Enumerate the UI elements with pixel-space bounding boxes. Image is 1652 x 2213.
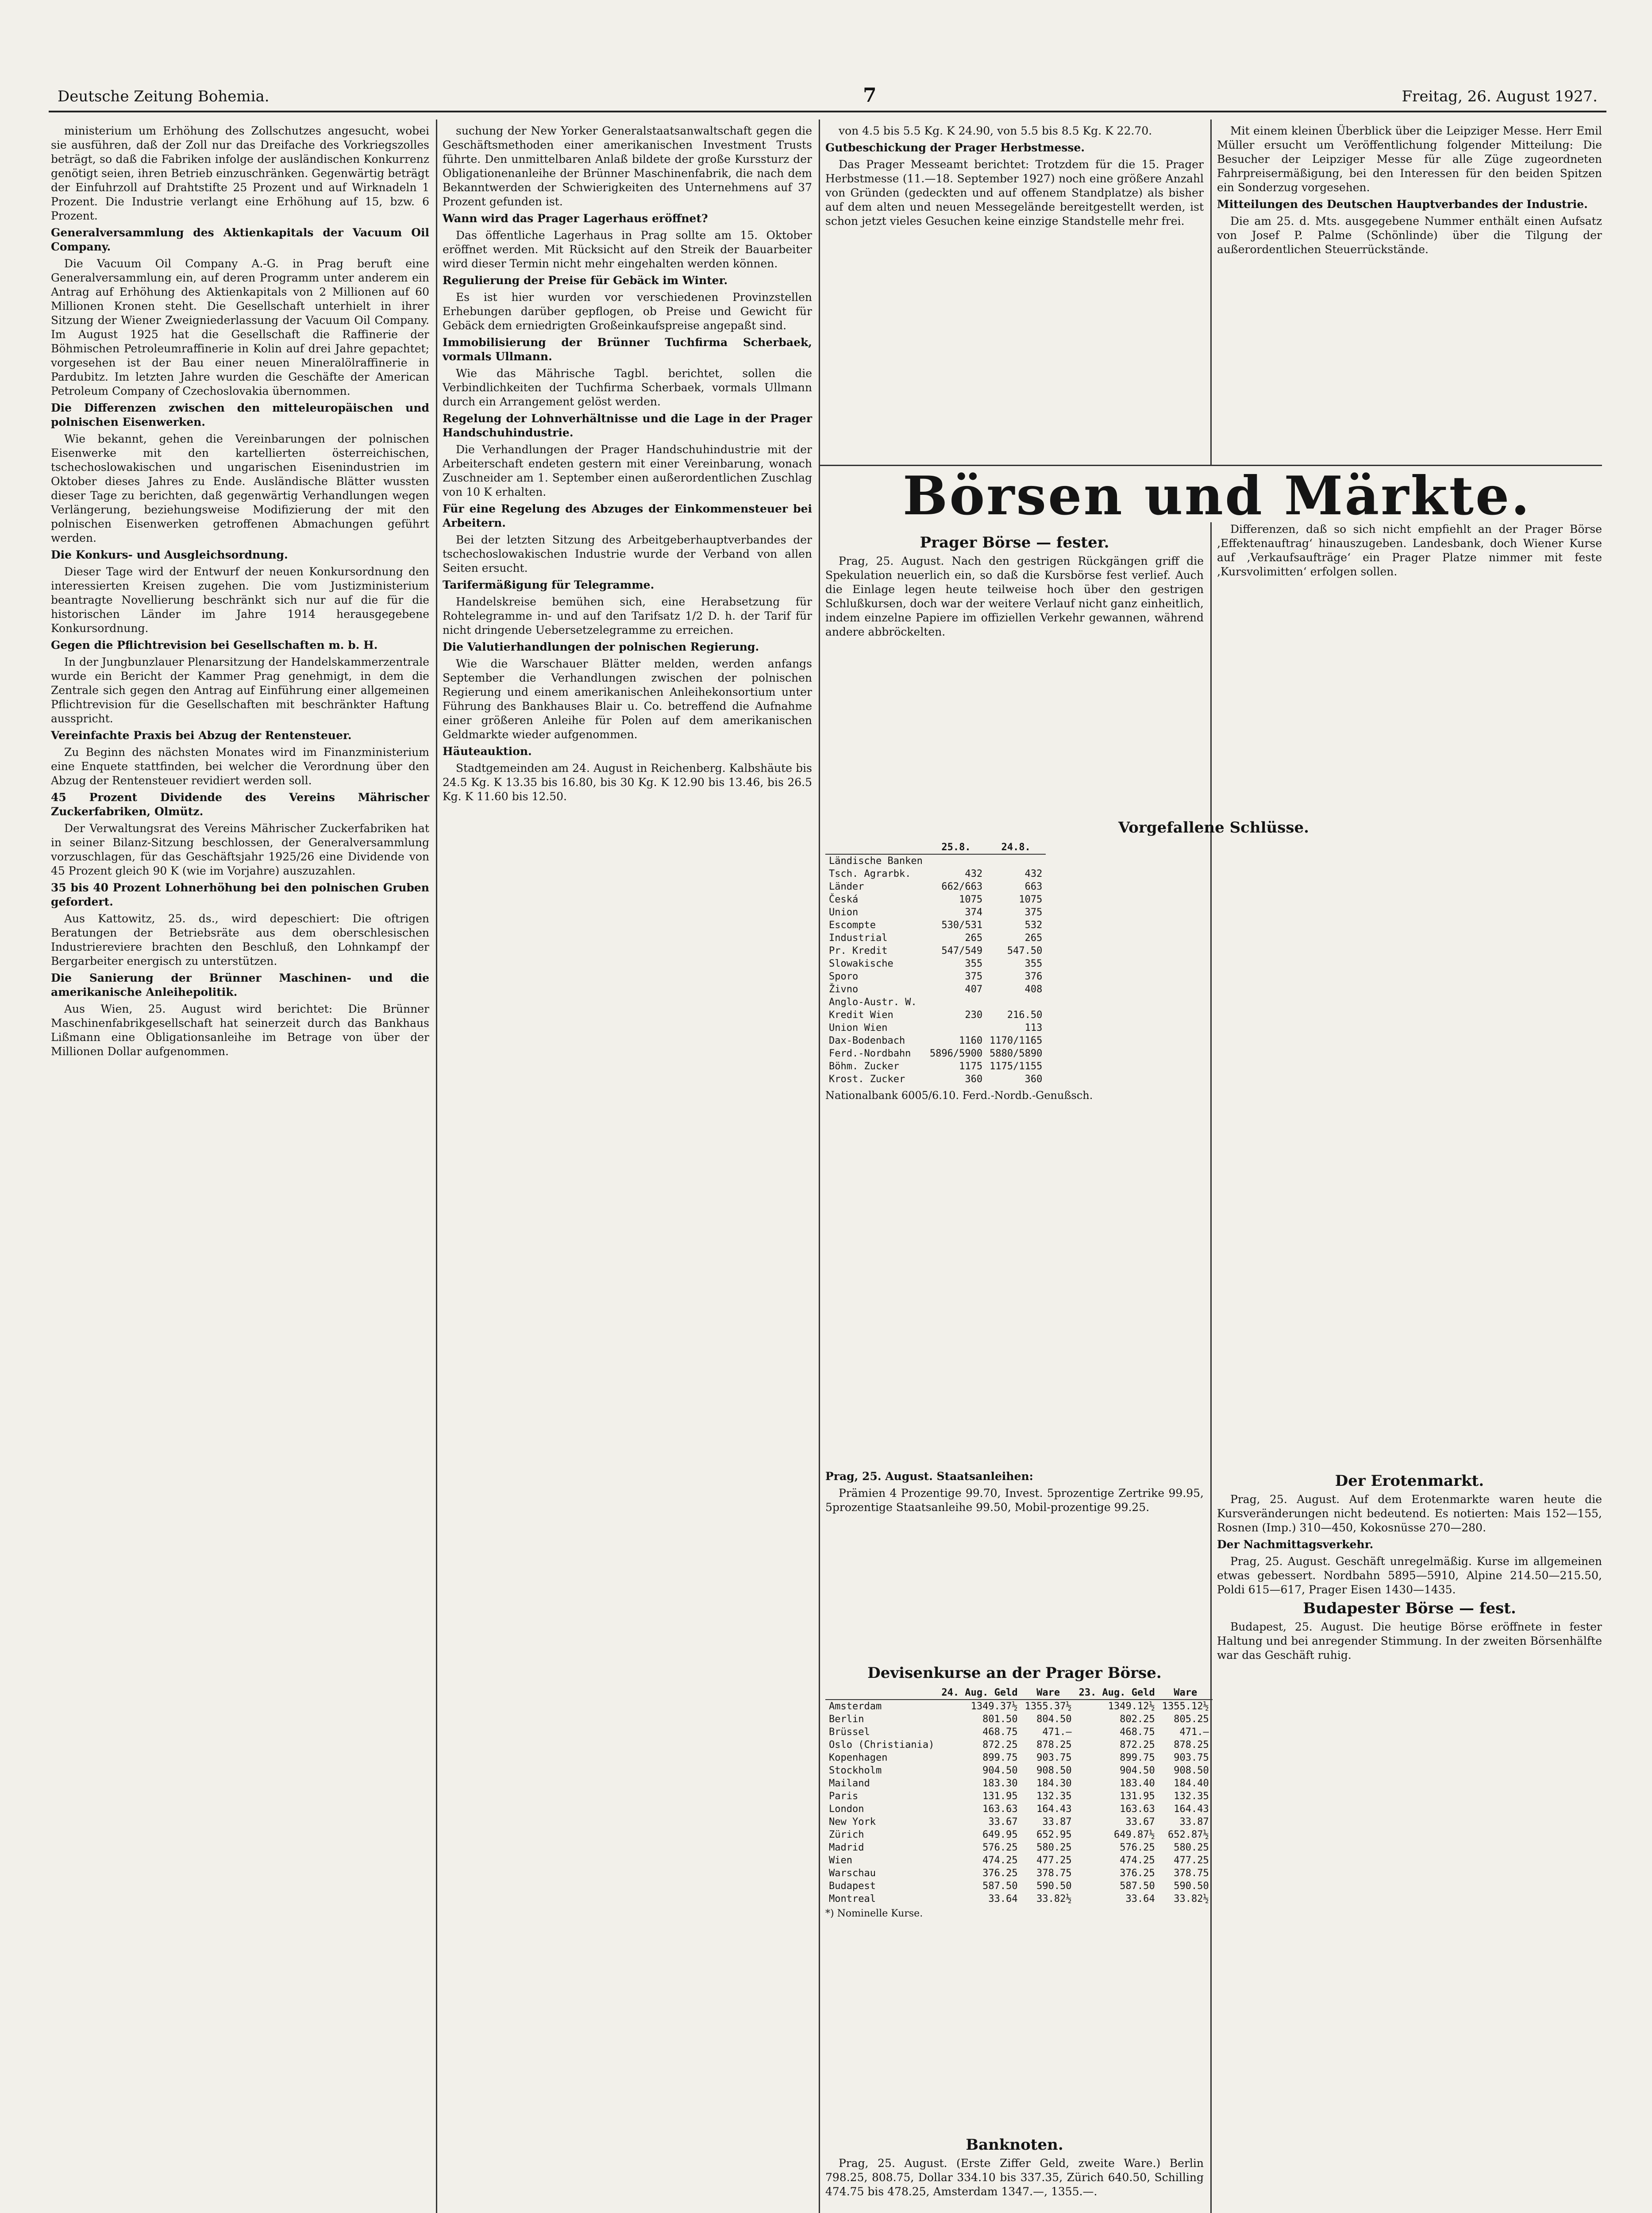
column-rule — [1210, 120, 1212, 465]
article-text: In der Jungbunzlauer Plenarsitzung der Handelskammerzentrale wurde ein Bericht der Kammer Prag genehmigt, in dem die Zentrale sich gegen den Antrag auf Einführung einer allgemeinen Pflichtrevision für die Gesellschaften mit beschränkter Haftung ausspricht. — [51, 655, 429, 725]
row-value: 33.64 — [1125, 1893, 1155, 1905]
row-value: 580.25 — [1036, 1842, 1072, 1853]
article-heading: Der Erotenmarkt. — [1335, 1472, 1484, 1490]
row-label: Brüssel — [829, 1727, 870, 1738]
devisen-table-block — [825, 1660, 1209, 2124]
row-label: Paris — [829, 1791, 859, 1802]
table-row — [825, 1816, 1213, 1828]
article-text: Zu Beginn des nächsten Monates wird im Finanzministerium eine Enquete stattfinden, bei welcher die Verordnung über den Abzug der Rentensteuer revidiert werden soll. — [51, 746, 429, 787]
row-value: 1160 — [959, 1035, 983, 1046]
article-text: Prag, 25. August. (Erste Ziffer Geld, zweite Ware.) Berlin 798.25, 808.75, Dollar 334.10 bis 337.35, Zürich 640.50, Schilling 474.75 bis 478.25, Amsterdam 1347.—, 1355.—. — [825, 2157, 1204, 2198]
article-heading: Immobilisierung der Brünner Tuchfirma Scherbaek, vormals Ullmann. — [443, 336, 812, 363]
row-value: 663 — [1024, 881, 1043, 892]
table-row — [825, 1060, 1046, 1073]
row-value: 376.25 — [982, 1868, 1018, 1879]
row-label: Pr. Kredit — [829, 945, 888, 956]
table-row — [825, 1034, 1046, 1047]
article-text: Aus Wien, 25. August wird berichtet: Die Brünner Maschinenfabrikgesellschaft hat seinerzeit durch das Bankhaus Lißmann eine Obligationsanleihe im Betrage von über der Millionen Dollar aufgenommen. — [51, 1002, 429, 1058]
row-value: 471.— — [1042, 1727, 1072, 1738]
row-value: 477.25 — [1174, 1855, 1209, 1866]
row-value: 230 — [965, 1010, 983, 1021]
row-label: Länder — [829, 881, 864, 892]
row-value: 530/531 — [941, 920, 983, 931]
table-title: Devisenkurse an der Prager Börse. — [867, 1664, 1162, 1682]
column-header — [825, 1686, 938, 1700]
table-row — [825, 970, 1046, 983]
row-label: New York — [829, 1816, 876, 1827]
article-text: Die am 25. d. Mts. ausgegebene Nummer enthält einen Aufsatz von Josef P. Palme (Schönlinde) über die Tilgung der außerordentlichen Steuerrückstände. — [1217, 215, 1602, 256]
row-label: Escompte — [829, 920, 876, 931]
row-value: 216.50 — [1007, 1010, 1043, 1021]
article-heading: Generalversammlung des Aktienkapitals der Vacuum Oil Company. — [51, 226, 429, 253]
row-label: Madrid — [829, 1842, 864, 1853]
row-label: Wien — [829, 1855, 852, 1866]
table-row — [825, 880, 1046, 893]
row-value: 378.75 — [1036, 1868, 1072, 1879]
table-row — [825, 867, 1046, 880]
table-row — [825, 1803, 1213, 1816]
row-value: 649.95 — [982, 1829, 1018, 1840]
table-row — [825, 996, 1046, 1009]
row-value: 805.25 — [1174, 1714, 1209, 1725]
article-column-4-lower — [1217, 1469, 1602, 2213]
article-heading: Die Differenzen zwischen den mitteleuropäischen und polnischen Eisenwerken. — [51, 401, 429, 428]
devisen-table — [825, 1686, 1213, 1905]
row-value: 375 — [1024, 907, 1043, 918]
row-value: 355 — [1024, 958, 1043, 969]
row-value — [986, 996, 1046, 1009]
table-row — [825, 1790, 1213, 1803]
row-value: 590.50 — [1036, 1881, 1072, 1892]
table-row — [825, 906, 1046, 919]
article-text: Budapest, 25. August. Die heutige Börse eröffnete in fester Haltung und bei anregender Stimmung. In der zweiten Börsenhälfte war das Geschäft ruhig. — [1217, 1620, 1602, 1662]
row-value: 376.25 — [1120, 1868, 1155, 1879]
row-value: 33.64 — [988, 1893, 1018, 1905]
row-label: Montreal — [829, 1893, 876, 1905]
article-text: Der Verwaltungsrat des Vereins Mährischer Zuckerfabriken hat in seiner Bilanz-Sitzung beschlossen, der Generalversammlung vorzuschlagen, für das Geschäftsjahr 1925/26 eine Dividende von 45 Prozent gleich 90 K (wie im Vorjahre) auszuzahlen. — [51, 822, 429, 877]
row-value: 164.43 — [1036, 1804, 1072, 1815]
article-text: Wie das Mährische Tagbl. berichtet, sollen die Verbindlichkeiten der Tuchfirma Scherbaek, vormals Ullmann durch ein Arrangement gelöst werden. — [443, 367, 812, 408]
table-row — [825, 1841, 1213, 1854]
row-value: 376 — [1024, 971, 1043, 982]
column-header — [825, 841, 926, 854]
row-label: Warschau — [829, 1868, 876, 1879]
row-value: 1170/1165 — [990, 1035, 1043, 1046]
article-text: Mit einem kleinen Überblick über die Leipziger Messe. Herr Emil Müller ersucht um Veröffentlichung folgender Mitteilung: Die Besucher der Leipziger Messe für alle Züge zugeordneten Fahrpreisermäßigung, bei den Interessen für den beiden Spitzen ein Sonderzug vorgesehen. — [1217, 124, 1602, 194]
page-header — [49, 84, 1606, 112]
row-value: 474.25 — [1120, 1855, 1155, 1866]
article-heading: Budapester Börse — fest. — [1303, 1600, 1516, 1617]
row-value: 903.75 — [1174, 1752, 1209, 1763]
row-value: 265 — [1024, 933, 1043, 944]
table-row — [825, 1893, 1213, 1905]
column-rule — [819, 120, 820, 2213]
article-column-1 — [51, 124, 429, 2213]
row-value: 164.43 — [1174, 1804, 1209, 1815]
row-value: 908.50 — [1174, 1765, 1209, 1776]
row-label: Industrial — [829, 933, 888, 944]
row-value: 163.63 — [1120, 1804, 1155, 1815]
table-row — [825, 1764, 1213, 1777]
article-text: Stadtgemeinden am 24. August in Reichenberg. Kalbshäute bis 24.5 Kg. K 13.35 bis 16.80, bis 30 Kg. K 12.90 bis 13.46, bis 26.5 Kg. K 11.60 bis 12.50. — [443, 762, 812, 803]
table-row — [825, 893, 1046, 906]
article-column-4 — [1217, 522, 1602, 806]
article-text: Wie die Warschauer Blätter melden, werden anfangs September die Verhandlungen zwischen der polnischen Regierung und einem amerikanischen Anleihekonsortium unter Führung des Bankhauses Blair u. Co. betreffend die Aufnahme einer größeren Anleihe für Polen auf dem amerikanischen Geldmarkte wieder aufgenommen. — [443, 657, 812, 741]
row-value: 33.87 — [1042, 1816, 1072, 1827]
article-heading: Tarifermäßigung für Telegramme. — [443, 578, 655, 591]
table-row — [825, 854, 1046, 867]
section-masthead: Börsen und Märkte. — [902, 465, 1532, 527]
article-text: Aus Kattowitz, 25. ds., wird depeschiert: Die oftrigen Beratungen der Betriebsräte aus dem oberschlesischen Industriereviere brachten den Beschluß, den Lohnkampf der Bergarbeiter energisch zu unterstützen. — [51, 912, 429, 968]
row-value: 878.25 — [1036, 1739, 1072, 1750]
row-value: 468.75 — [982, 1727, 1018, 1738]
row-value: 131.95 — [982, 1791, 1018, 1802]
row-value: 878.25 — [1174, 1739, 1209, 1750]
article-text: Prämien 4 Prozentige 99.70, Invest. 5prozentige Zertrike 99.95, 5prozentige Staatsanleihe 99.50, Mobil-prozentige 99.25. — [825, 1487, 1204, 1514]
row-value: 587.50 — [982, 1881, 1018, 1892]
row-value: 802.25 — [1120, 1714, 1155, 1725]
row-value: 184.40 — [1174, 1778, 1209, 1789]
table-row — [825, 1867, 1213, 1880]
row-value: 33.82½ — [1036, 1893, 1072, 1905]
article-heading: Vereinfachte Praxis bei Abzug der Rentensteuer. — [51, 729, 352, 742]
row-value: 576.25 — [1120, 1842, 1155, 1853]
row-value — [926, 1022, 986, 1034]
article-text: Bei der letzten Sitzung des Arbeitgeberhauptverbandes der tschechoslowakischen Industrie wurde der Verband von allen Seiten ersucht. — [443, 533, 812, 574]
table-footer: Nationalbank 6005/6.10. Ferd.-Nordb.-Genußsch. — [825, 1089, 1093, 1102]
column-rule — [436, 120, 437, 2213]
row-label: Stockholm — [829, 1765, 882, 1776]
row-value: 183.30 — [982, 1778, 1018, 1789]
row-value: 662/663 — [941, 881, 983, 892]
article-text: Die Vacuum Oil Company A.-G. in Prag beruft eine Generalversammlung ein, auf deren Programm unter anderem ein Antrag auf Erhöhung des Aktienkapitals von 2 Millionen auf 60 Millionen Kronen steht. Die Gesellschaft unterhielt in ihrer Sitzung der Wiener Zweigniederlassung der Vacuum Oil Company. Im August 1925 hat die Gesellschaft die Raffinerie der Böhmischen Petroleumraffinerie in Kolin auf drei Jahre gepachtet; vorgesehen ist der Bau einer neuen Mineralölraffinerie in Pardubitz. Im letzten Jahre wurden die Geschäfte der American Petroleum Company of Czechoslovakia übernommen. — [51, 257, 429, 397]
article-text: Wie bekannt, gehen die Vereinbarungen der polnischen Eisenwerke mit den kartellierten österreichischen, tschechoslowakischen und ungarischen Eisenindustrien im Oktober dieses Jahres zu Ende. Ausländische Blätter wussten dieser Tage zu berichten, daß gegenwärtig Verhandlungen wegen Verlängerung, beziehungsweise Modifizierung der mit den polnischen Eisenwerken getroffenen Abmachungen geführt werden. — [51, 432, 429, 544]
row-value: 432 — [965, 868, 983, 879]
row-value: 131.95 — [1120, 1791, 1155, 1802]
page-number: 7 — [863, 84, 877, 107]
column-header: 24.8. — [986, 841, 1046, 854]
row-value: 1075 — [1019, 894, 1043, 905]
row-label: Živno — [829, 984, 859, 995]
article-heading: Regelung der Lohnverhältnisse und die Lage in der Prager Handschuhindustrie. — [443, 412, 812, 439]
row-value: 532 — [1024, 920, 1043, 931]
table-title: Vorgefallene Schlüsse. — [1118, 819, 1309, 837]
column-header: 24. Aug. Geld — [938, 1686, 1021, 1700]
row-label: Oslo (Christiania) — [829, 1739, 935, 1750]
exchange-table-block — [825, 814, 1602, 1456]
row-value: 265 — [965, 933, 983, 944]
table-row — [825, 1073, 1046, 1086]
article-text: Differenzen, daß so sich nicht empfiehlt an der Prager Börse ‚Effektenauftrag‘ hinauszugeben. Landesbank, doch Wiener Kurse auf ‚Verkaufsaufträge‘ ein Prager Platze nimmer mit feste ‚Kursvolimitten‘ erfolgen sollen. — [1217, 523, 1602, 578]
row-value: 872.25 — [1120, 1739, 1155, 1750]
article-text: Prag, 25. August. Nach den gestrigen Rückgängen griff die Spekulation neuerlich ein, so daß die Kursbörse fest verlief. Auch die Einlage legen heute teilweise hoch über den gestrigen Schlußkursen, doch war der weitere Verlauf nicht ganz einheitlich, indem einzelne Papiere im offiziellen Verkehr gewannen, während andere abbröckelten. — [825, 555, 1204, 638]
row-value: 33.87 — [1179, 1816, 1209, 1827]
row-value: 184.30 — [1036, 1778, 1072, 1789]
row-value: 360 — [965, 1074, 983, 1085]
row-value: 904.50 — [982, 1765, 1018, 1776]
row-label: Mailand — [829, 1778, 870, 1789]
article-text: von 4.5 bis 5.5 Kg. K 24.90, von 5.5 bis 8.5 Kg. K 22.70. — [839, 124, 1152, 137]
row-value: 183.40 — [1120, 1778, 1155, 1789]
article-heading: Wann wird das Prager Lagerhaus eröffnet? — [443, 212, 708, 225]
article-heading: Mitteilungen des Deutschen Hauptverbandes der Industrie. — [1217, 198, 1588, 211]
row-value: 163.63 — [982, 1804, 1018, 1815]
article-heading: Gutbeschickung der Prager Herbstmesse. — [825, 141, 1085, 154]
row-label: Böhm. Zucker — [829, 1061, 899, 1072]
row-label: Union Wien — [829, 1022, 888, 1033]
row-label: Ferd.-Nordbahn — [829, 1048, 911, 1059]
row-label: Krost. Zucker — [829, 1074, 905, 1085]
row-value: 649.87½ — [1114, 1829, 1155, 1840]
article-heading: Häuteauktion. — [443, 745, 532, 758]
row-value: 113 — [1024, 1022, 1043, 1033]
row-value: 587.50 — [1120, 1881, 1155, 1892]
row-value: 355 — [965, 958, 983, 969]
table-row — [825, 1739, 1213, 1751]
article-heading: Prager Börse — fester. — [920, 534, 1109, 551]
table-row — [825, 1009, 1046, 1022]
table-footnote: *) Nominelle Kurse. — [825, 1908, 923, 1919]
row-label: Slowakische — [829, 958, 893, 969]
article-heading: Der Nachmittagsverkehr. — [1217, 1538, 1374, 1551]
row-value: 1349.12½ — [1108, 1701, 1155, 1712]
table-row — [825, 1751, 1213, 1764]
row-label: Amsterdam — [829, 1701, 882, 1712]
table-row — [825, 983, 1046, 996]
row-value: 374 — [965, 907, 983, 918]
row-value — [926, 854, 986, 867]
column-header: 25.8. — [926, 841, 986, 854]
row-value: 474.25 — [982, 1855, 1018, 1866]
row-label: Anglo-Austr. W. — [829, 997, 917, 1008]
row-value: 1075 — [959, 894, 983, 905]
row-value: 33.82½ — [1174, 1893, 1209, 1905]
row-value: 375 — [965, 971, 983, 982]
row-label: Ländische Banken — [829, 856, 923, 867]
row-label: Berlin — [829, 1714, 864, 1725]
article-text: Das öffentliche Lagerhaus in Prag sollte am 15. Oktober eröffnet werden. Mit Rücksicht auf den Streik der Bauarbeiter wird dieser Termin nicht mehr eingehalten werden können. — [443, 229, 812, 270]
article-text: Die Verhandlungen der Prager Handschuhindustrie mit der Arbeiterschaft endeten gestern mit einer Vereinbarung, wonach Zuschneider am 1. September einen außerordentlichen Zuschlag von 10 K erhalten. — [443, 443, 812, 498]
row-label: Zürich — [829, 1829, 864, 1840]
row-label: Česká — [829, 894, 859, 905]
article-text: Das Prager Messeamt berichtet: Trotzdem für die 15. Prager Herbstmesse (11.—18. September 1927) noch eine größere Anzahl von Gründen (gedeckten und auf offenem Standplatze) als bisher auf dem alten und neuen Messegelände bereitgestellt werden, ist schon jetzt vieles Gesuchen keine einzige Standstelle mehr frei. — [825, 158, 1204, 227]
table-row — [825, 1047, 1046, 1060]
article-text: Handelskreise bemühen sich, eine Herabsetzung für Rohtelegramme in- und auf den Tarifsatz 1/2 D. h. der Tarif für nicht dringende Uebersetzelegramme zu erreichen. — [443, 595, 812, 636]
row-value: 33.67 — [1125, 1816, 1155, 1827]
row-value: 547/549 — [941, 945, 983, 956]
row-value: 33.67 — [988, 1816, 1018, 1827]
table-row — [825, 1700, 1213, 1713]
row-value: 899.75 — [1120, 1752, 1155, 1763]
table-row — [825, 1726, 1213, 1739]
article-text: Prag, 25. August. Geschäft unregelmäßig. Kurse im allgemeinen etwas gebessert. Nordbahn 5895—5910, Alpine 214.50—215.50, Poldi 615—617, Prager Eisen 1430—1435. — [1217, 1555, 1602, 1596]
table-row — [825, 1713, 1213, 1726]
article-heading: Die Valutierhandlungen der polnischen Regierung. — [443, 640, 759, 653]
table-row — [825, 1854, 1213, 1867]
row-value: 477.25 — [1036, 1855, 1072, 1866]
row-value: 904.50 — [1120, 1765, 1155, 1776]
row-value: 432 — [1024, 868, 1043, 879]
article-column-3-bonds — [825, 1469, 1204, 1655]
row-value: 903.75 — [1036, 1752, 1072, 1763]
row-label: Kopenhagen — [829, 1752, 888, 1763]
newspaper-name: Deutsche Zeitung Bohemia. — [58, 88, 270, 105]
article-heading: Die Sanierung der Brünner Maschinen- und die amerikanische Anleihepolitik. — [51, 972, 429, 999]
row-value — [926, 996, 986, 1009]
exchange-table — [825, 841, 1046, 1086]
article-column-3-banknotes — [825, 2133, 1204, 2213]
row-label: Kredit Wien — [829, 1010, 893, 1021]
column-header: 23. Aug. Geld — [1075, 1686, 1159, 1700]
row-value: 576.25 — [982, 1842, 1018, 1853]
row-label: Dax-Bodenbach — [829, 1035, 905, 1046]
article-column-3-top — [825, 124, 1204, 460]
row-value: 547.50 — [1007, 945, 1043, 956]
article-heading: Banknoten. — [966, 2136, 1063, 2154]
row-value: 1175 — [959, 1061, 983, 1072]
article-heading: Regulierung der Preise für Gebäck im Winter. — [443, 274, 728, 287]
row-label: Budapest — [829, 1881, 876, 1892]
column-header: Ware — [1021, 1686, 1075, 1700]
article-text: Dieser Tage wird der Entwurf der neuen Konkursordnung den interessierten Kreisen zugehen. Die vom Justizministerium beantragte Novellierung beschränkt sich nur auf die für die historischen Länder im Jahre 1914 herausgegebene Konkursordnung. — [51, 565, 429, 635]
row-value: 1175/1155 — [990, 1061, 1043, 1072]
row-value: 132.35 — [1036, 1791, 1072, 1802]
table-row — [825, 1880, 1213, 1893]
row-value — [986, 854, 1046, 867]
row-value: 5896/5900 — [929, 1048, 983, 1059]
article-column-4-top — [1217, 124, 1602, 460]
row-value: 652.87½ — [1168, 1829, 1209, 1840]
row-value: 652.95 — [1036, 1829, 1072, 1840]
table-row — [825, 919, 1046, 932]
row-label: Tsch. Agrarbk. — [829, 868, 911, 879]
row-value: 580.25 — [1174, 1842, 1209, 1853]
row-value: 1349.37½ — [970, 1701, 1018, 1712]
table-row — [825, 1777, 1213, 1790]
row-value: 801.50 — [982, 1714, 1018, 1725]
row-label: Union — [829, 907, 859, 918]
row-value: 1355.12½ — [1162, 1701, 1209, 1712]
article-text: Es ist hier wurden vor verschiedenen Provinzstellen Erhebungen darüber gepflogen, ob Preise und Gewicht für Gebäck dem erniedrigten Großeinkaufspreise angepaßt sind. — [443, 291, 812, 332]
column-header: Ware — [1159, 1686, 1213, 1700]
row-value: 468.75 — [1120, 1727, 1155, 1738]
row-label: Sporo — [829, 971, 859, 982]
article-heading: Die Konkurs- und Ausgleichsordnung. — [51, 548, 288, 561]
table-row — [825, 1022, 1046, 1034]
article-heading: Prag, 25. August. Staatsanleihen: — [825, 1470, 1033, 1483]
row-value: 360 — [1024, 1074, 1043, 1085]
article-column-3 — [825, 531, 1204, 806]
row-value: 590.50 — [1174, 1881, 1209, 1892]
table-row — [825, 957, 1046, 970]
table-row — [825, 1828, 1213, 1841]
article-text: Prag, 25. August. Auf dem Erotenmarkte waren heute die Kursveränderungen nicht bedeutend. Es notierten: Mais 152—155, Rosnen (Imp.) 310—450, Kokosnüsse 270—280. — [1217, 1493, 1602, 1534]
issue-date: Freitag, 26. August 1927. — [1402, 88, 1598, 105]
table-row — [825, 945, 1046, 957]
row-value: 5880/5890 — [990, 1048, 1043, 1059]
article-column-2 — [443, 124, 812, 2213]
row-value: 804.50 — [1036, 1714, 1072, 1725]
row-value: 1355.37½ — [1024, 1701, 1072, 1712]
row-value: 908.50 — [1036, 1765, 1072, 1776]
article-text: suchung der New Yorker Generalstaatsanwaltschaft gegen die Geschäftsmethoden einer amerikanischen Investment Trusts führte. Den unmittelbaren Anlaß bildete der große Kurssturz der Obligationenanleihe der Brünner Maschinenfabrik, die nach dem Bekanntwerden der Schwierigkeiten des Unternehmens auf 37 Prozent gefunden ist. — [443, 124, 812, 208]
row-value: 378.75 — [1174, 1868, 1209, 1879]
table-row — [825, 932, 1046, 945]
row-value: 408 — [1024, 984, 1043, 995]
article-heading: Für eine Regelung des Abzuges der Einkommensteuer bei Arbeitern. — [443, 502, 812, 529]
article-heading: Gegen die Pflichtrevision bei Gesellschaften m. b. H. — [51, 639, 378, 652]
row-value: 471.— — [1179, 1727, 1209, 1738]
row-value: 899.75 — [982, 1752, 1018, 1763]
article-text: ministerium um Erhöhung des Zollschutzes angesucht, wobei sie ausführen, daß der Zoll nur das Dreifache des Vorkriegszolles beträgt, so daß die Fabriken infolge der ausländischen Konkurrenz genötigt seien, ihren Betrieb einzuschränken. Gegenwärtig beträgt der Einfuhrzoll auf Drahtstifte 25 Prozent und auf Wirknadeln 1 Prozent. Die Industrie verlangt eine Erhöhung auf 15, bzw. 6 Prozent. — [51, 124, 429, 222]
article-heading: 45 Prozent Dividende des Vereins Mährischer Zuckerfabriken, Olmütz. — [51, 791, 429, 818]
row-value: 872.25 — [982, 1739, 1018, 1750]
row-value: 132.35 — [1174, 1791, 1209, 1802]
row-label: London — [829, 1804, 864, 1815]
article-heading: 35 bis 40 Prozent Lohnerhöhung bei den polnischen Gruben gefordert. — [51, 881, 429, 908]
row-value: 407 — [965, 984, 983, 995]
